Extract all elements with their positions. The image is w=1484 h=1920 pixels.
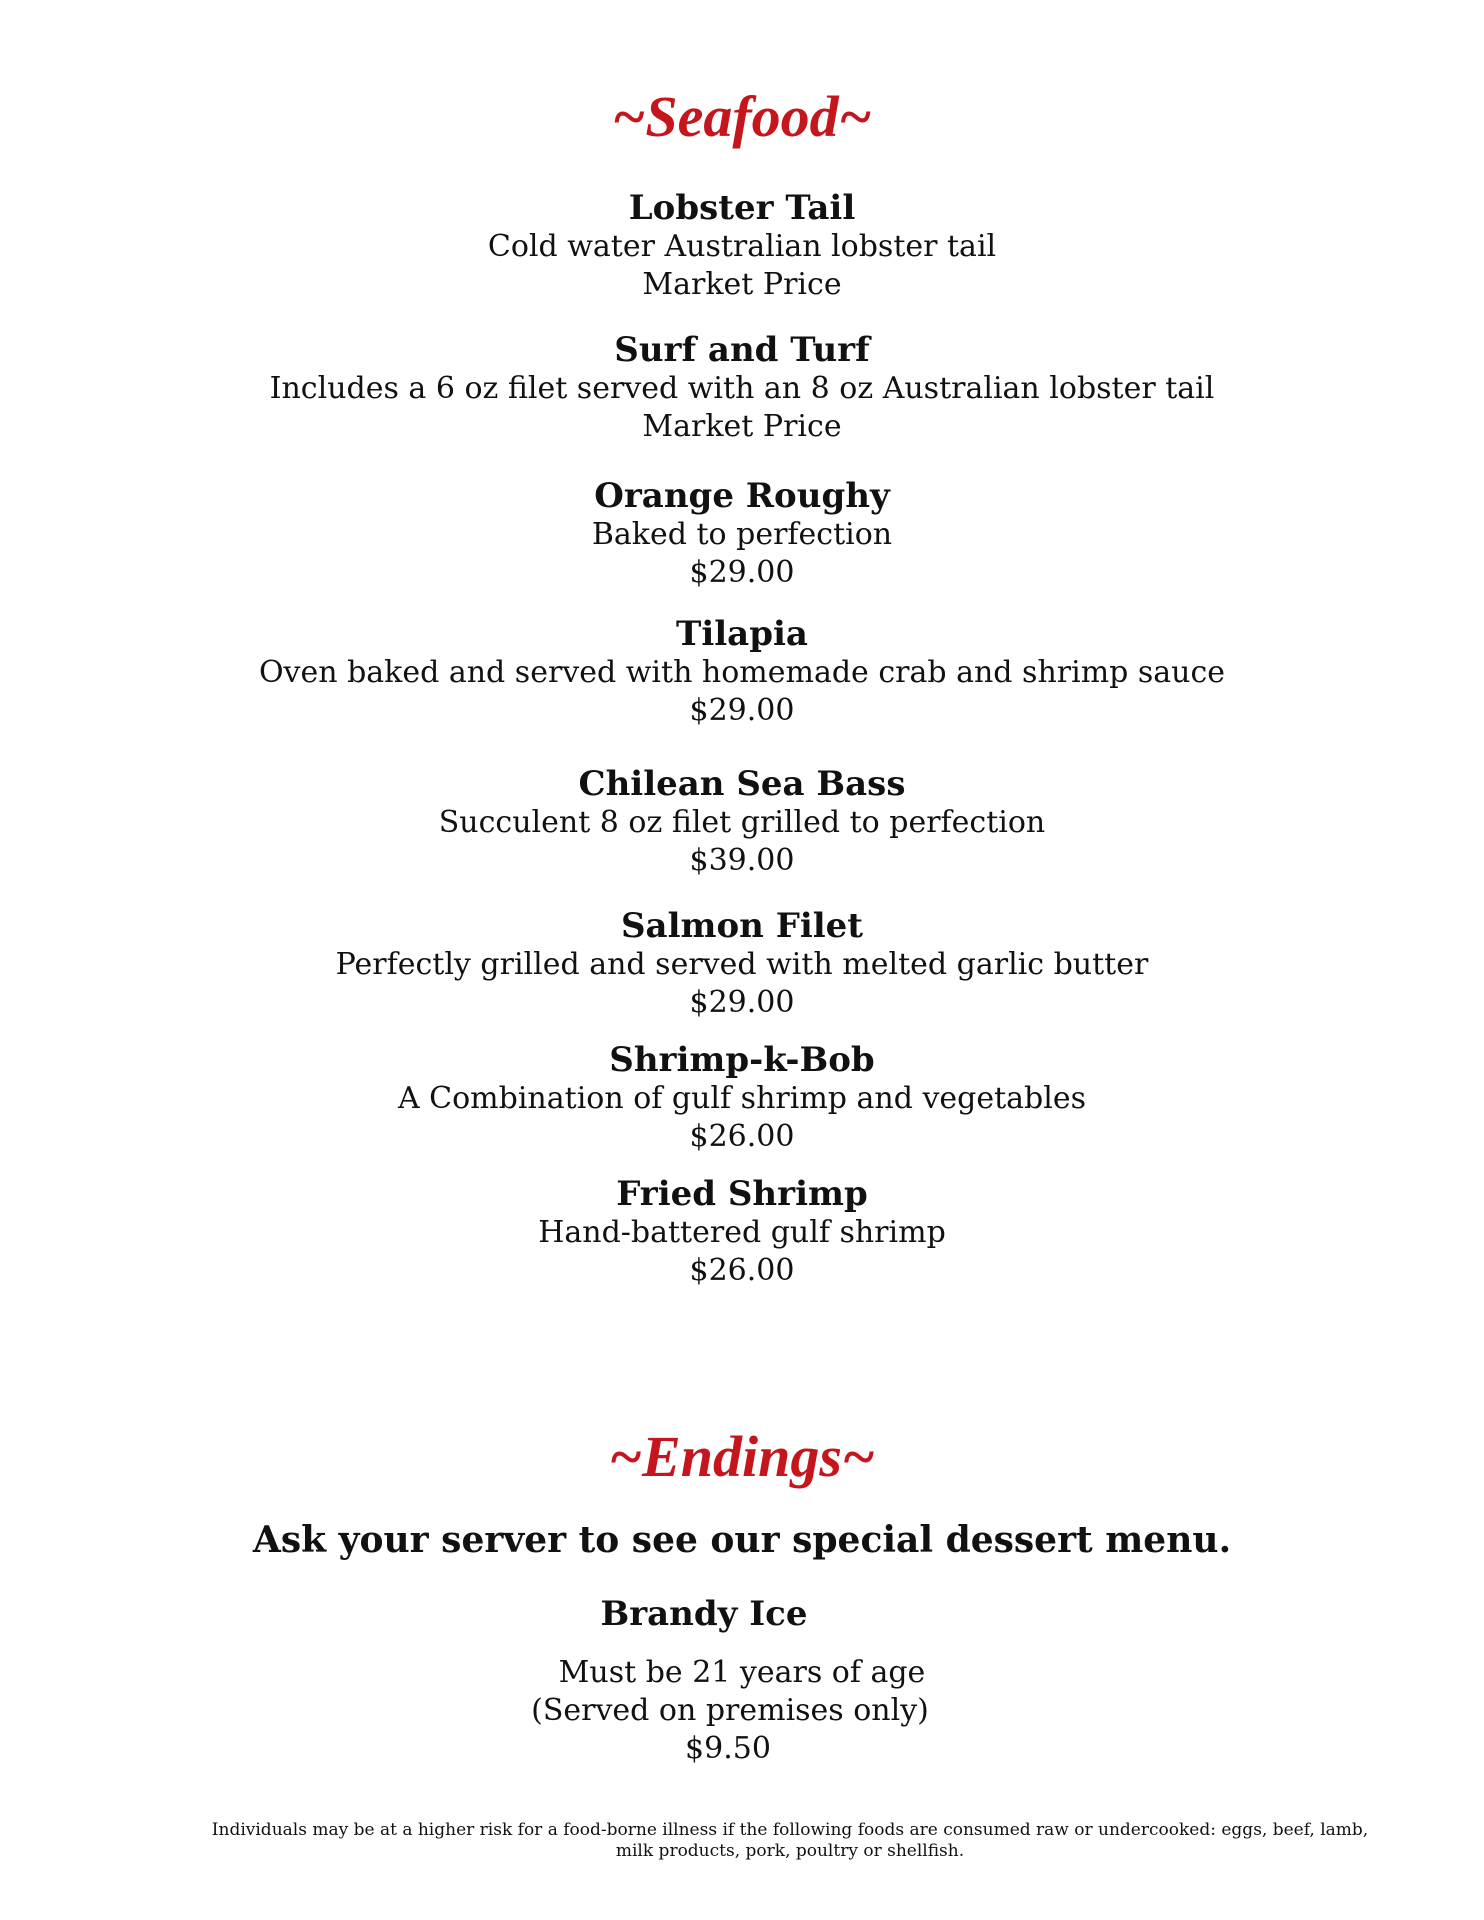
item-name: Salmon Filet	[620, 906, 864, 946]
disclaimer-line: milk products, pork, poultry or shellfish.	[615, 1841, 965, 1861]
item-price: $29.00	[689, 555, 795, 590]
item-price: $26.00	[689, 1119, 795, 1154]
dessert-menu-note: Ask your server to see our special dessert menu.	[252, 1519, 1232, 1561]
menu-item-surf-and-turf	[0, 330, 1484, 446]
item-description: Cold water Australian lobster tail	[487, 229, 997, 264]
item-price: $9.50	[685, 1731, 771, 1766]
item-description: Oven baked and served with homemade crab and shrimp sauce	[258, 655, 1226, 690]
menu-item-lobster-tail	[0, 188, 1484, 304]
menu-item-tilapia	[0, 614, 1484, 730]
item-price: $29.00	[689, 985, 795, 1020]
item-name: Surf and Turf	[614, 330, 870, 370]
item-description: Perfectly grilled and served with melted garlic butter	[335, 947, 1149, 982]
menu-item-brandy-ice	[0, 1594, 1446, 1634]
menu-item-shrimp-k-bob	[0, 1040, 1484, 1156]
item-description: Baked to perfection	[591, 517, 893, 552]
seafood-title: ~Seafood~	[612, 84, 872, 149]
menu-item-chilean-sea-bass	[0, 764, 1484, 880]
item-name: Shrimp-k-Bob	[609, 1040, 875, 1080]
item-name: Fried Shrimp	[616, 1174, 868, 1214]
item-price: $29.00	[689, 693, 795, 728]
item-description: Hand-battered gulf shrimp	[538, 1215, 946, 1250]
item-name: Tilapia	[676, 614, 808, 654]
age-requirement: Must be 21 years of age	[558, 1655, 926, 1690]
item-price: Market Price	[642, 267, 842, 302]
disclaimer-line: Individuals may be at a higher risk for a food-borne illness if the following foods are consumed raw or undercooked: eggs, beef, lamb,	[211, 1820, 1369, 1840]
item-price: Market Price	[642, 409, 842, 444]
endings-title: ~Endings~	[609, 1424, 875, 1489]
item-name: Brandy Ice	[600, 1594, 808, 1634]
premises-note: (Served on premises only)	[531, 1693, 929, 1728]
item-description: A Combination of gulf shrimp and vegetables	[397, 1081, 1087, 1116]
item-price: $26.00	[689, 1253, 795, 1288]
item-description: Includes a 6 oz filet served with an 8 oz Australian lobster tail	[269, 371, 1215, 406]
item-price: $39.00	[689, 843, 795, 878]
item-name: Lobster Tail	[628, 188, 856, 228]
item-name: Chilean Sea Bass	[578, 764, 906, 804]
brandy-ice-details	[0, 1654, 1484, 1768]
menu-item-salmon-filet	[0, 906, 1484, 1022]
menu-item-orange-roughy	[0, 476, 1484, 592]
item-description: Succulent 8 oz filet grilled to perfection	[438, 805, 1046, 840]
item-name: Orange Roughy	[594, 476, 890, 516]
menu-item-fried-shrimp	[0, 1174, 1484, 1290]
food-safety-disclaimer	[205, 1820, 1375, 1862]
